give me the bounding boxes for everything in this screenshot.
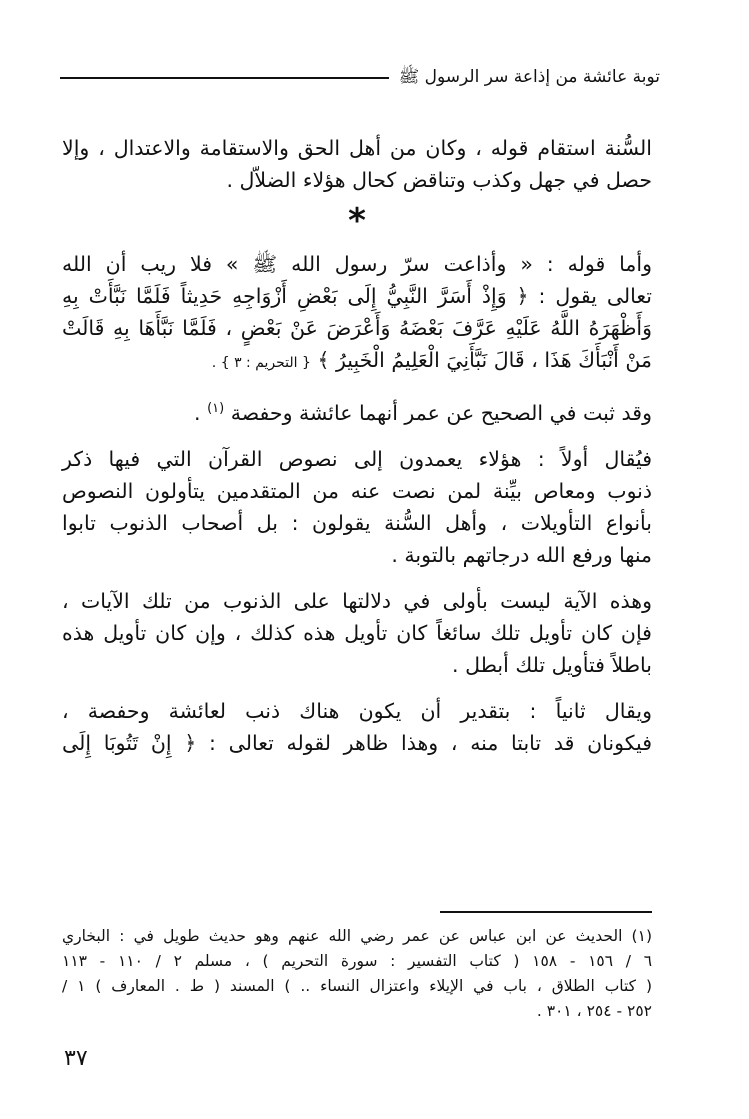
footnote-line: ٦ / ١٥٦ - ١٥٨ ( كتاب التفسير : سورة التحريم ) ، مسلم ٢ / ١١٠ - ١١٣ xyxy=(62,952,653,970)
paragraph-6 xyxy=(62,695,652,759)
text-line: حصل في جهل وكذب وتناقض كحال هؤلاء الضلاّل . xyxy=(226,168,652,192)
paragraph-3-line xyxy=(62,393,652,429)
text-line: منها ورفع الله درجاتهم بالتوبة . xyxy=(391,542,652,567)
text-line: فيكونان قد تابتا منه ، وهذا ظاهر لقوله تعالى : ﴿ إِنْ تَتُوبَا إِلَى xyxy=(62,730,652,755)
footnote-rule xyxy=(440,911,652,913)
paragraph-1 xyxy=(62,132,652,196)
paragraph-4 xyxy=(62,443,652,571)
footnote-line: ( كتاب الطلاق ، باب في الإيلاء واعتزال النساء .. ) المسند ( ط . المعارف ) ١ / xyxy=(62,977,652,995)
verse-reference: { التحريم : ٣ } . xyxy=(211,355,311,371)
page-number: ٣٧ xyxy=(64,1046,88,1071)
footnote-line: (١) الحديث عن ابن عباس عن عمر رضي الله عنهم وهو حديث طويل في : البخاري xyxy=(62,927,652,945)
paragraph-5 xyxy=(62,585,652,681)
text-line: مَنْ أَنْبَأَكَ هَذَا ، قَالَ نَبَّأَنِيَ الْعَلِيمُ الْخَبِيرُ ﴾ xyxy=(317,348,652,372)
text-line: فيُقال أولاً : هؤلاء يعمدون إلى نصوص القرآن التي فيها ذكر xyxy=(62,446,652,471)
running-header xyxy=(60,60,660,96)
text-line: فإن كان تأويل تلك سائغاً كان تأويل هذه كذلك ، وإن كان تأويل هذه xyxy=(62,620,652,645)
text-line: بأنواع التأويلات ، وأهل السُّنة يقولون : بل أصحاب الذنوب تابوا xyxy=(62,510,652,535)
main-text xyxy=(62,132,652,773)
text-line: باطلاً فتأويل تلك أبطل . xyxy=(452,652,652,677)
text-line: وقد ثبت في الصحيح عن عمر أنهما عائشة وحفصة xyxy=(230,400,652,425)
paragraph-3 xyxy=(62,393,652,429)
footnote-marker: (١) xyxy=(207,401,225,416)
text-line: ذنوب ومعاص بيِّنة لمن نصت عنه من المتقدمين يتأولون النصوص xyxy=(62,478,652,503)
text-line: . xyxy=(194,400,208,425)
text-line: وهذه الآية ليست بأولى في دلالتها على الذنوب من تلك الآيات ، xyxy=(62,588,652,613)
header-rule xyxy=(60,77,389,79)
footnote xyxy=(62,924,652,1024)
section-separator: * xyxy=(348,201,366,241)
footnote-line: ٢٥٢ - ٢٥٤ ، ٣٠١ . xyxy=(536,1002,652,1020)
text-line: ويقال ثانياً : بتقدير أن يكون هناك ذنب لعائشة وحفصة ، xyxy=(62,698,652,723)
text-line: وأما قوله : « وأذاعت سرّ رسول الله ﷺ » فلا ريب أن الله xyxy=(62,252,652,276)
text-line: وَأَظْهَرَهُ اللَّهُ عَلَيْهِ عَرَّفَ بَعْضَهُ وَأَعْرَضَ عَنْ بَعْضٍ ، فَلَمَّا نَبَّأَهَا بِهِ قَالَتْ xyxy=(62,316,652,340)
quran-verse-end-line xyxy=(62,344,652,379)
text-line: تعالى يقول : ﴿ وَإِذْ أَسَرَّ النَّبِيُّ إِلَى بَعْضِ أَزْوَاجِهِ حَدِيثاً فَلَمَّا نَبَّأَتْ بِهِ xyxy=(62,284,652,308)
header-title: توبة عائشة من إذاعة سر الرسول ﷺ xyxy=(398,66,660,87)
paragraph-2 xyxy=(62,248,652,379)
text-line: السُّنة استقام قوله ، وكان من أهل الحق والاستقامة والاعتدال ، وإلا xyxy=(62,136,652,160)
